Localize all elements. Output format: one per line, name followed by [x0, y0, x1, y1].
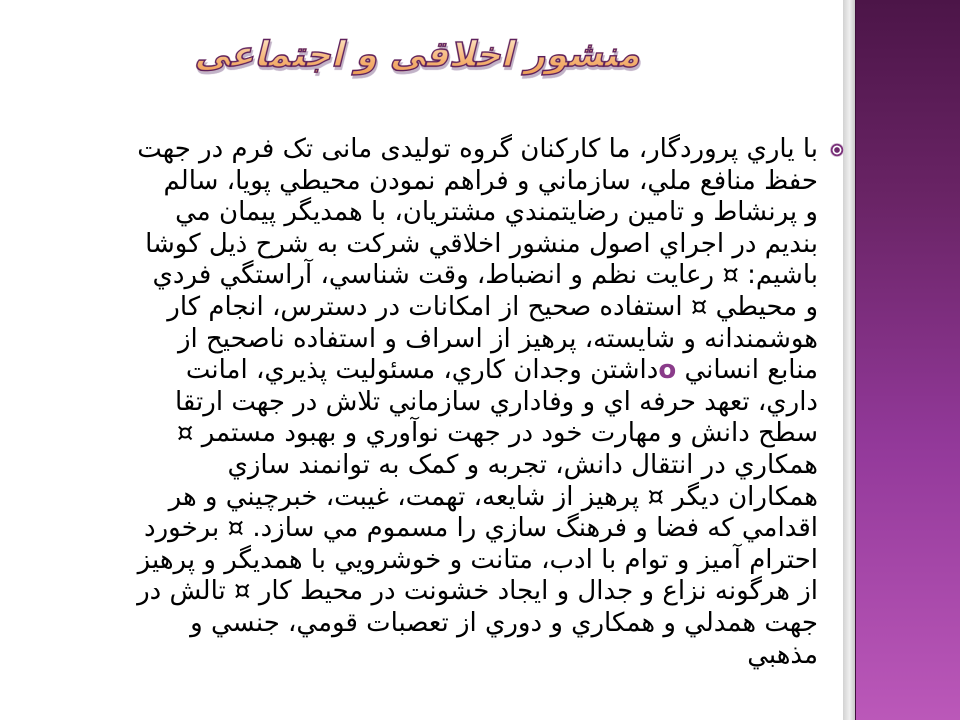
sidebar-purple-band: [855, 0, 960, 720]
body-line: [38, 545, 818, 577]
body-line-text: جهت همدلي و همكاري و دوري از تعصبات قومي، جنسي و: [190, 607, 818, 638]
body-line-text: حفظ منافع ملي، سازماني و فراهم نمودن محيطي پويا، سالم: [163, 165, 818, 196]
body-line: [38, 324, 818, 356]
body-line-text: [186, 355, 818, 387]
body-line: [38, 418, 818, 450]
body-line: [38, 608, 818, 640]
body-line-text: مذهبي: [747, 639, 818, 670]
body-line-text: همكاران ديگر ¤ پرهيز از شايعه، تهمت، غيبت، خبرچيني و هر: [168, 481, 818, 512]
body-line: [38, 576, 818, 608]
body-line-text: و پرنشاط و تامين رضايتمندي مشتريان، با همديگر پيمان مي: [175, 197, 818, 228]
body-line-text: از هرگونه نزاع و جدال و ايجاد خشونت در محيط كار ¤ تالش در: [137, 576, 818, 607]
body-line: [38, 450, 818, 482]
body-line-text: هوشمندانه و شايسته، پرهيز از اسراف و استفاده ناصحيح از: [177, 323, 818, 354]
list-marker: o: [658, 355, 677, 386]
body-line-text: با ياري پروردگار، ما كاركنان گروه توليدی مانی تک فرم در جهت: [137, 134, 818, 164]
body-line-text: اقدامي كه فضا و فرهنگ سازي را مسموم مي سازد. ¤ برخورد: [144, 513, 818, 544]
body-line: [38, 387, 818, 419]
body-line: [38, 166, 818, 198]
slide-title: منشور اخلاقی و اجتماعی: [189, 22, 651, 88]
body-line-text: همكاري در انتقال دانش، تجربه و كمک به توانمند سازي: [227, 449, 818, 480]
sidebar-gray-band: [843, 0, 855, 720]
body-line-text: بنديم در اجراي اصول منشور اخلاقي شركت به شرح ذيل كوشا: [145, 228, 818, 259]
body-line: [38, 640, 818, 672]
body-line: [38, 229, 818, 261]
body-line-text: داري، تعهد حرفه اي و وفاداري سازماني تلاش در جهت ارتقا: [174, 386, 818, 417]
body-text: [38, 134, 818, 671]
body-line: [38, 292, 818, 324]
body-line-text: و محيطي ¤ استفاده صحيح از امكانات در دسترس، انجام كار: [167, 291, 818, 322]
body-line: [38, 482, 818, 514]
body-line: [38, 260, 818, 292]
body-line: [38, 134, 818, 166]
body-line: [38, 513, 818, 545]
radio-bullet-icon: [830, 143, 844, 157]
body-line-segment: منابع انساني: [676, 355, 818, 386]
body-line-text: احترام آميز و توام با ادب، متانت و خوشرويي با همديگر و پرهيز: [137, 544, 818, 575]
body-line-text: سطح دانش و مهارت خود در جهت نوآوري و بهبود مستمر ¤: [176, 418, 818, 449]
body-line: [38, 355, 818, 387]
body-line: [38, 197, 818, 229]
title-container: [150, 22, 690, 88]
body-line-segment: داشتن وجدان كاري، مسئوليت پذيري، امانت: [185, 355, 659, 386]
body-line-text: باشيم: ¤ رعايت نظم و انضباط، وقت شناسي، آراستگي فردي: [152, 260, 818, 291]
